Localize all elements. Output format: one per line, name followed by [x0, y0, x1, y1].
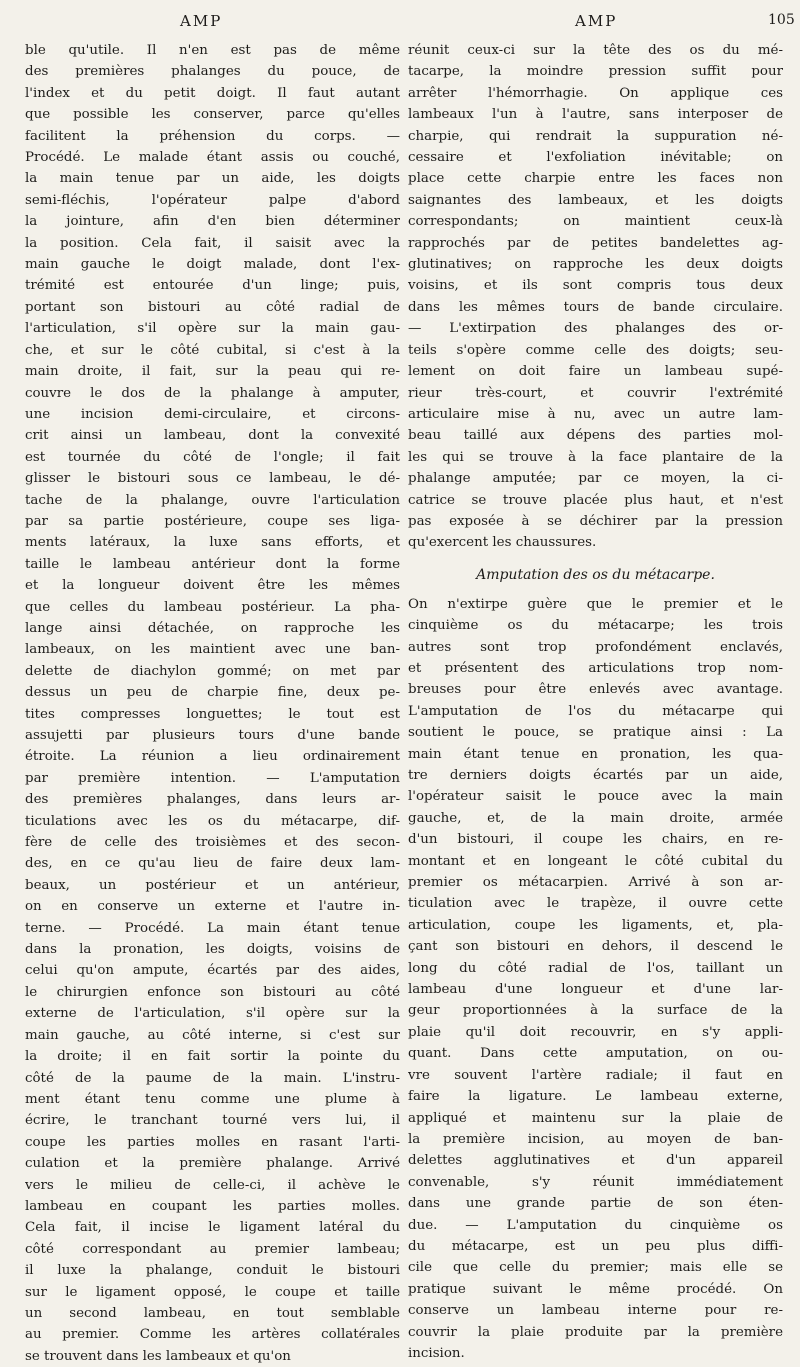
text-line: saignantes des lambeaux, et les doigts — [408, 192, 783, 208]
text-line: externe de l'articulation, s'il opère sur la — [25, 1006, 400, 1022]
right-column-paragraph-2 — [408, 594, 783, 1365]
text-line: appliqué et maintenu sur la plaie de — [408, 1110, 783, 1126]
text-line: cile que celle du premier; mais elle se — [408, 1260, 783, 1276]
text-line: çant son bistouri en dehors, il descend le — [408, 939, 783, 955]
text-line: terne. — Procédé. La main étant tenue — [25, 920, 400, 936]
text-line: convenable, s'y réunit immédiatement — [408, 1174, 783, 1190]
text-line: portant son bistouri au côté radial de — [25, 299, 400, 315]
text-line: écrire, le tranchant tourné vers lui, il — [25, 1113, 400, 1129]
text-line: montant et en longeant le côté cubital du — [408, 853, 783, 869]
text-line: dans une grande partie de son éten- — [408, 1196, 783, 1212]
text-line: delette de diachylon gommé; on met par — [25, 663, 400, 679]
text-line: que possible les conserver, parce qu'elles — [25, 107, 400, 123]
text-line: une incision demi-circulaire, et circons- — [25, 406, 400, 422]
text-line: arrêter l'hémorrhagie. On applique ces — [408, 85, 783, 101]
text-line: incision. — [408, 1345, 465, 1361]
text-line: breuses pour être enlevés avec avantage. — [408, 682, 783, 698]
text-line: dans la pronation, les doigts, voisins de — [25, 942, 400, 958]
text-line: des premières phalanges, dans leurs ar- — [25, 792, 400, 808]
text-line: glutinatives; on rapproche les deux doigts — [408, 257, 783, 273]
text-line: l'articulation, s'il opère sur la main gau- — [25, 321, 400, 337]
text-line: lambeau d'une longueur et d'une lar- — [408, 982, 783, 998]
text-line: lambeaux l'un à l'autre, sans interposer de — [408, 107, 783, 123]
text-line: au premier. Comme les artères collatérales — [25, 1327, 400, 1343]
text-line: voisins, et ils sont compris tous deux — [408, 278, 783, 294]
text-line: lambeaux, on les maintient avec une ban- — [25, 642, 400, 658]
text-line: la droite; il en fait sortir la pointe du — [25, 1049, 400, 1065]
text-line: fère de celle des troisièmes et des secon- — [25, 835, 400, 851]
text-line: d'un bistouri, il coupe les chairs, en re- — [408, 832, 783, 848]
text-line: facilitent la préhension du corps. — — [25, 128, 400, 144]
text-line: Procédé. Le malade étant assis ou couché, — [25, 150, 400, 166]
text-line: dessus un peu de charpie fine, deux pe- — [25, 685, 400, 701]
text-line: ble qu'utile. Il n'en est pas de même — [25, 43, 400, 58]
text-line: quant. Dans cette amputation, on ou- — [408, 1046, 783, 1062]
text-line: due. — L'amputation du cinquième os — [408, 1217, 783, 1233]
text-line: phalange amputée; par ce moyen, la ci- — [408, 471, 783, 487]
text-line: rapprochés par de petites bandelettes ag- — [408, 235, 783, 251]
text-line: culation et la première phalange. Arrivé — [25, 1156, 400, 1172]
text-line: main étant tenue en pronation, les qua- — [408, 746, 783, 762]
text-line: tre derniers doigts écartés par un aide, — [408, 768, 783, 783]
text-line: long du côté radial de l'os, taillant un — [408, 960, 783, 976]
text-line: main gauche le doigt malade, dont l'ex- — [25, 257, 400, 273]
text-line: articulaire mise à nu, avec un autre lam- — [408, 406, 783, 422]
text-line: et présentent des articulations trop nom- — [408, 660, 783, 676]
text-line: il luxe la phalange, conduit le bistouri — [25, 1263, 400, 1279]
text-line: rieur très-court, et couvrir l'extrémité — [408, 385, 783, 401]
text-line: tache de la phalange, ouvre l'articulation — [25, 492, 400, 508]
text-line: le chirurgien enfonce son bistouri au côté — [25, 984, 400, 1000]
text-line: glisser le bistouri sous ce lambeau, le dé- — [25, 471, 400, 487]
text-line: main gauche, au côté interne, si c'est sur — [25, 1027, 400, 1043]
text-line: delettes agglutinatives et d'un appareil — [408, 1153, 783, 1169]
text-line: celui qu'on ampute, écartés par des aides, — [25, 963, 400, 979]
text-line: du métacarpe, est un peu plus diffi- — [408, 1238, 783, 1254]
text-line: ment étant tenu comme une plume à — [25, 1091, 400, 1107]
text-line: place cette charpie entre les faces non — [408, 171, 783, 187]
text-line: — L'extirpation des phalanges des or- — [408, 321, 783, 337]
text-line: couvrir la plaie produite par la première — [408, 1324, 783, 1340]
text-line: plaie qu'il doit recouvrir, en s'y appli- — [408, 1024, 783, 1040]
text-line: tacarpe, la moindre pression suffit pour — [408, 64, 783, 80]
text-line: Cela fait, il incise le ligament latéral du — [25, 1220, 400, 1236]
text-line: par première intention. — L'amputation — [25, 770, 400, 786]
text-line: che, et sur le côté cubital, si c'est à la — [25, 342, 400, 358]
text-line: beaux, un postérieur et un antérieur, — [25, 877, 400, 893]
text-line: autres sont trop profondément enclavés, — [408, 639, 783, 655]
text-line: assujetti par plusieurs tours d'une bande — [25, 728, 400, 743]
text-line: L'amputation de l'os du métacarpe qui — [408, 703, 783, 719]
text-line: par sa partie postérieure, coupe ses liga- — [25, 513, 400, 529]
text-line: gauche, et, de la main droite, armée — [408, 810, 783, 826]
right-column — [408, 40, 783, 1364]
text-line: un second lambeau, en tout semblable — [25, 1305, 400, 1321]
text-line: sur le ligament opposé, le coupe et taille — [25, 1284, 400, 1300]
text-line: est tournée du côté de l'ongle; il fait — [25, 449, 400, 465]
text-line: On n'extirpe guère que le premier et le — [408, 596, 783, 612]
text-line: lambeau en coupant les parties molles. — [25, 1198, 400, 1214]
text-line: la jointure, afin d'en bien déterminer — [25, 214, 400, 230]
text-line: des, en ce qu'au lieu de faire deux lam- — [25, 856, 400, 872]
text-line: côté correspondant au premier lambeau; — [25, 1241, 400, 1257]
text-line: et la longueur doivent être les mêmes — [25, 578, 400, 594]
text-line: ticulation avec le trapèze, il ouvre cette — [408, 896, 783, 912]
text-line: l'index et du petit doigt. Il faut autant — [25, 85, 400, 101]
text-line: main droite, il fait, sur la peau qui re- — [25, 364, 400, 380]
text-line: beau taillé aux dépens des parties mol- — [408, 428, 783, 444]
text-line: on en conserve un externe et l'autre in- — [25, 899, 400, 915]
text-line: soutient le pouce, se pratique ainsi : La — [408, 725, 783, 741]
text-line: charpie, qui rendrait la suppuration né- — [408, 128, 783, 144]
text-line: lement on doit faire un lambeau supé- — [408, 364, 783, 380]
text-line: cessaire et l'exfoliation inévitable; on — [408, 150, 783, 166]
text-line: catrice se trouve placée plus haut, et n'est — [408, 492, 783, 508]
text-line: pas exposée à se déchirer par la pression — [408, 513, 783, 529]
text-line: ments latéraux, la luxe sans efforts, et — [25, 535, 400, 551]
text-line: ticulations avec les os du métacarpe, dif- — [25, 813, 400, 829]
text-line: se trouvent dans les lambeaux et qu'on — [25, 1348, 291, 1364]
running-head-right: AMP — [575, 12, 618, 30]
left-column — [25, 40, 400, 1367]
text-line: geur proportionnées à la surface de la — [408, 1003, 783, 1019]
text-line: correspondants; on maintient ceux-là — [408, 214, 783, 230]
right-column-paragraph-1 — [408, 40, 783, 554]
text-line: semi-fléchis, l'opérateur palpe d'abord — [25, 192, 400, 208]
text-line: couvre le dos de la phalange à amputer, — [25, 385, 400, 401]
text-line: conserve un lambeau interne pour re- — [408, 1303, 783, 1319]
text-line: dans les mêmes tours de bande circulaire. — [408, 299, 783, 315]
text-line: qu'exercent les chaussures. — [408, 535, 597, 551]
text-line: la main tenue par un aide, les doigts — [25, 171, 400, 187]
running-head-left: AMP — [180, 12, 223, 30]
text-line: pratique suivant le même procédé. On — [408, 1281, 783, 1297]
text-line: vre souvent l'artère radiale; il faut en — [408, 1067, 783, 1083]
text-line: trémité est entourée d'un linge; puis, — [25, 278, 400, 294]
text-line: vers le milieu de celle-ci, il achève le — [25, 1177, 400, 1193]
text-line: l'opérateur saisit le pouce avec la main — [408, 789, 783, 805]
text-line: coupe les parties molles en rasant l'arti- — [25, 1134, 400, 1150]
text-line: la position. Cela fait, il saisit avec la — [25, 235, 400, 251]
text-line: cinquième os du métacarpe; les trois — [408, 618, 783, 634]
text-line: que celles du lambeau postérieur. La pha- — [25, 599, 400, 615]
section-title: Amputation des os du métacarpe. — [476, 566, 715, 583]
page-number: 105 — [768, 12, 795, 28]
text-line: des premières phalanges du pouce, de — [25, 64, 400, 80]
text-line: articulation, coupe les ligaments, et, pla- — [408, 917, 783, 933]
text-line: lange ainsi détachée, on rapproche les — [25, 620, 400, 636]
text-line: étroite. La réunion a lieu ordinairement — [25, 749, 400, 765]
text-line: côté de la paume de la main. L'instru- — [25, 1070, 400, 1086]
text-line: tites compresses longuettes; le tout est — [25, 706, 400, 722]
text-line: taille le lambeau antérieur dont la forme — [25, 556, 400, 572]
text-line: la première incision, au moyen de ban- — [408, 1131, 783, 1147]
text-line: les qui se trouve à la face plantaire de la — [408, 449, 783, 465]
text-line: réunit ceux-ci sur la tête des os du mé- — [408, 43, 783, 58]
text-line: teils s'opère comme celle des doigts; seu- — [408, 342, 783, 358]
text-line: premier os métacarpien. Arrivé à son ar- — [408, 875, 783, 891]
text-line: faire la ligature. Le lambeau externe, — [408, 1089, 783, 1105]
text-line: crit ainsi un lambeau, dont la convexité — [25, 428, 400, 444]
